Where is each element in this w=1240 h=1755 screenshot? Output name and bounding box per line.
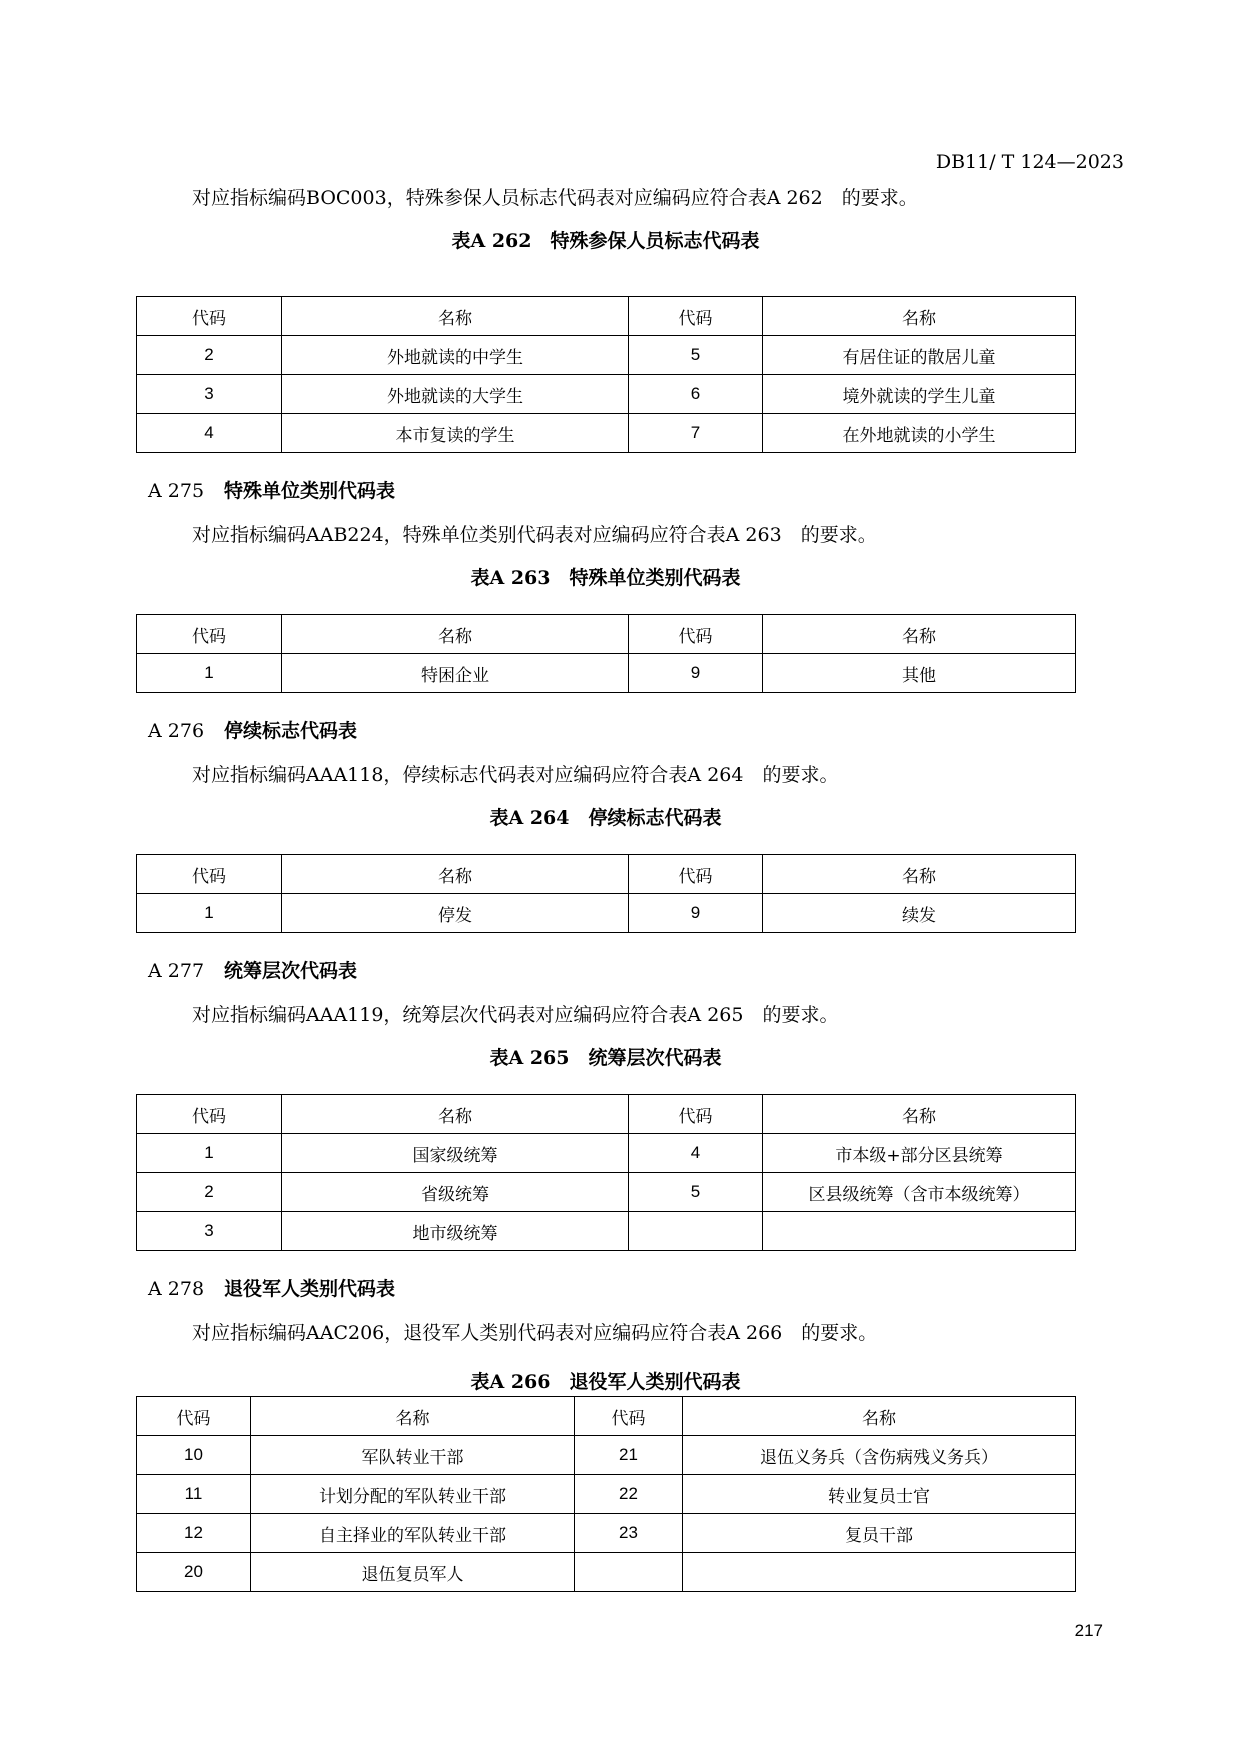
code-cell: 2 — [137, 336, 282, 375]
table-265 — [136, 1094, 1076, 1251]
intro-text-265: 对应指标编码AAA119，统筹层次代码表对应编码应符合表A 265 的要求。 — [192, 1004, 839, 1026]
code-cell: 3 — [137, 1212, 282, 1251]
column-header-name: 名称 — [282, 615, 629, 654]
name-cell: 自主择业的军队转业干部 — [251, 1514, 575, 1553]
name-cell: 外地就读的中学生 — [282, 336, 629, 375]
table-caption-262: 表A 262 特殊参保人员标志代码表 — [451, 230, 760, 252]
section-heading-278 — [148, 1274, 395, 1301]
table-row — [137, 336, 1076, 375]
code-cell: 1 — [137, 654, 282, 693]
document-id: DB11/ T 124—2023 — [935, 151, 1124, 173]
column-header-name: 名称 — [763, 855, 1076, 894]
name-cell: 转业复员士官 — [683, 1475, 1076, 1514]
name-cell: 退伍义务兵（含伤病残义务兵） — [683, 1436, 1076, 1475]
section-heading-276 — [148, 716, 357, 743]
intro-text-266: 对应指标编码AAC206，退役军人类别代码表对应编码应符合表A 266 的要求。 — [192, 1322, 878, 1344]
table-caption-266: 表A 266 退役军人类别代码表 — [470, 1371, 741, 1393]
name-cell: 地市级统筹 — [282, 1212, 629, 1251]
code-cell: 10 — [137, 1436, 251, 1475]
section-title: 退役军人类别代码表 — [224, 1278, 396, 1300]
name-cell: 外地就读的大学生 — [282, 375, 629, 414]
name-cell: 复员干部 — [683, 1514, 1076, 1553]
code-cell: 9 — [629, 894, 763, 933]
code-cell: 11 — [137, 1475, 251, 1514]
table-row — [137, 654, 1076, 693]
section-number: A 277 — [148, 960, 205, 982]
column-header-name: 名称 — [763, 297, 1076, 336]
code-cell: 4 — [137, 414, 282, 453]
table-row — [137, 375, 1076, 414]
code-cell: 9 — [629, 654, 763, 693]
column-header-name: 名称 — [683, 1397, 1076, 1436]
code-cell — [629, 1212, 763, 1251]
column-header-code: 代码 — [575, 1397, 683, 1436]
page-number: 217 — [1074, 1621, 1103, 1640]
name-cell: 军队转业干部 — [251, 1436, 575, 1475]
section-title: 特殊单位类别代码表 — [224, 480, 396, 502]
code-cell: 5 — [629, 1173, 763, 1212]
column-header-code: 代码 — [137, 297, 282, 336]
name-cell: 境外就读的学生儿童 — [763, 375, 1076, 414]
column-header-name: 名称 — [763, 615, 1076, 654]
name-cell: 其他 — [763, 654, 1076, 693]
table-header-row — [137, 615, 1076, 654]
name-cell: 本市复读的学生 — [282, 414, 629, 453]
code-cell: 20 — [137, 1553, 251, 1592]
section-title: 停续标志代码表 — [224, 720, 358, 742]
column-header-code: 代码 — [137, 1095, 282, 1134]
name-cell: 有居住证的散居儿童 — [763, 336, 1076, 375]
table-262 — [136, 296, 1076, 453]
table-header-row — [137, 1397, 1076, 1436]
table-header-row — [137, 855, 1076, 894]
table-caption-265: 表A 265 统筹层次代码表 — [489, 1047, 722, 1069]
code-cell: 12 — [137, 1514, 251, 1553]
table-header-row — [137, 297, 1076, 336]
table-row — [137, 1212, 1076, 1251]
code-cell: 2 — [137, 1173, 282, 1212]
table-row — [137, 1475, 1076, 1514]
intro-text-262: 对应指标编码BOC003，特殊参保人员标志代码表对应编码应符合表A 262 的要求。 — [192, 187, 918, 209]
code-cell: 5 — [629, 336, 763, 375]
name-cell: 国家级统筹 — [282, 1134, 629, 1173]
intro-text-264: 对应指标编码AAA118，停续标志代码表对应编码应符合表A 264 的要求。 — [192, 764, 839, 786]
intro-text-263: 对应指标编码AAB224，特殊单位类别代码表对应编码应符合表A 263 的要求。 — [192, 524, 877, 546]
name-cell — [763, 1212, 1076, 1251]
table-264 — [136, 854, 1076, 933]
section-number: A 278 — [148, 1278, 205, 1300]
code-cell: 6 — [629, 375, 763, 414]
code-cell: 3 — [137, 375, 282, 414]
table-row — [137, 1173, 1076, 1212]
column-header-code: 代码 — [137, 615, 282, 654]
name-cell: 在外地就读的小学生 — [763, 414, 1076, 453]
code-cell: 1 — [137, 1134, 282, 1173]
code-cell: 22 — [575, 1475, 683, 1514]
name-cell: 省级统筹 — [282, 1173, 629, 1212]
section-heading-275 — [148, 476, 395, 503]
code-cell: 7 — [629, 414, 763, 453]
name-cell: 续发 — [763, 894, 1076, 933]
table-header-row — [137, 1095, 1076, 1134]
name-cell: 退伍复员军人 — [251, 1553, 575, 1592]
column-header-code: 代码 — [629, 1095, 763, 1134]
name-cell: 计划分配的军队转业干部 — [251, 1475, 575, 1514]
table-row — [137, 414, 1076, 453]
name-cell — [683, 1553, 1076, 1592]
column-header-name: 名称 — [763, 1095, 1076, 1134]
table-caption-264: 表A 264 停续标志代码表 — [489, 807, 722, 829]
table-266 — [136, 1396, 1076, 1592]
section-number: A 276 — [148, 720, 205, 742]
table-row — [137, 1436, 1076, 1475]
column-header-name: 名称 — [282, 855, 629, 894]
table-row — [137, 894, 1076, 933]
section-heading-277 — [148, 956, 357, 983]
column-header-name: 名称 — [282, 1095, 629, 1134]
column-header-name: 名称 — [251, 1397, 575, 1436]
name-cell: 停发 — [282, 894, 629, 933]
name-cell: 区县级统筹（含市本级统筹） — [763, 1173, 1076, 1212]
code-cell: 21 — [575, 1436, 683, 1475]
section-title: 统筹层次代码表 — [224, 960, 358, 982]
name-cell: 市本级+部分区县统筹 — [763, 1134, 1076, 1173]
table-row — [137, 1514, 1076, 1553]
code-cell — [575, 1553, 683, 1592]
table-row — [137, 1553, 1076, 1592]
table-caption-263: 表A 263 特殊单位类别代码表 — [470, 567, 741, 589]
column-header-code: 代码 — [629, 297, 763, 336]
column-header-code: 代码 — [629, 855, 763, 894]
code-cell: 23 — [575, 1514, 683, 1553]
column-header-code: 代码 — [137, 1397, 251, 1436]
table-row — [137, 1134, 1076, 1173]
column-header-name: 名称 — [282, 297, 629, 336]
section-number: A 275 — [148, 480, 205, 502]
column-header-code: 代码 — [137, 855, 282, 894]
code-cell: 4 — [629, 1134, 763, 1173]
table-263 — [136, 614, 1076, 693]
name-cell: 特困企业 — [282, 654, 629, 693]
column-header-code: 代码 — [629, 615, 763, 654]
code-cell: 1 — [137, 894, 282, 933]
